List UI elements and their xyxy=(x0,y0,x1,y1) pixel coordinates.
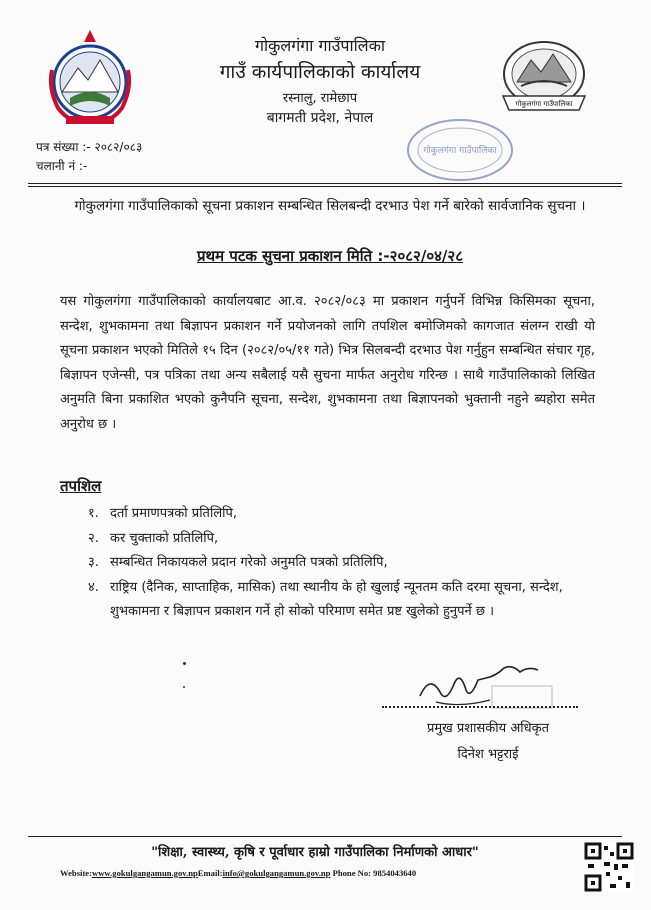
signatory-title: प्रमुख प्रशासकीय अधिकृत xyxy=(426,721,550,736)
footer-contact xyxy=(60,868,580,878)
handwritten-signature-icon xyxy=(400,656,570,726)
email-link[interactable]: info@gokulgangamun.gov.np xyxy=(222,868,331,878)
list-item-text: कर चुक्ताको प्रतिलिपि, xyxy=(110,530,219,546)
website-label: Website: xyxy=(60,868,92,878)
header-divider xyxy=(28,183,622,184)
notice-publication-date: प्रथम पटक सुचना प्रकाशन मिति :-२०८२/०४/२८ xyxy=(196,247,463,265)
list-item-number: २. xyxy=(88,530,99,546)
office-address: रस्नालु, रामेछाप xyxy=(282,91,358,106)
office-stamp-icon xyxy=(404,115,516,185)
logo-text: गोकुलगंगा गाउँपालिका xyxy=(515,100,573,108)
list-item-text: दर्ता प्रमाणपत्रको प्रतिलिपि, xyxy=(110,506,238,521)
signature-line xyxy=(382,706,578,708)
ink-mark xyxy=(183,662,186,665)
list-item-text: सम्बन्धित निकायकले प्रदान गरेको अनुमति पत्रको प्रतिलिपि, xyxy=(110,555,388,570)
office-name: गाउँ कार्यपालिकाको कार्यालय xyxy=(219,61,421,83)
province-name: बागमती प्रदेश, नेपाल xyxy=(266,110,374,126)
letter-number: पत्र संख्या :- २०८२/०८३ xyxy=(36,140,143,154)
stamp-text: गोकुलगंगा गाउँपालिका xyxy=(423,146,497,156)
signatory-name: दिनेश भट्टराई xyxy=(457,747,519,762)
footer-divider xyxy=(28,836,622,837)
qr-code-icon xyxy=(584,842,634,892)
header-divider-double xyxy=(28,186,622,187)
nepal-emblem-icon xyxy=(42,26,138,128)
list-item xyxy=(88,527,593,552)
list-item-text: राष्ट्रिय (दैनिक, साप्ताहिक, मासिक) तथा स्थानीय के हो खुलाई न्यूनतम कति दरमा सूचना, सन्देश, शुभकामना र बिज्ञापन प्रकाशन गर्ने हो सोको परिमाण समेत प्रष्ट खुलेको हुनुपर्ने छ । xyxy=(110,579,563,619)
requirements-list xyxy=(88,502,593,625)
list-item xyxy=(88,502,593,527)
footer-motto: "शिक्षा, स्वास्थ्य, कृषि र पूर्वाधार हाम्रो गाउँपालिका निर्माणको आधार" xyxy=(151,845,479,860)
list-item-number: १. xyxy=(88,506,99,521)
municipality-name: गोकुलगंगा गाउँपालिका xyxy=(254,36,386,55)
ink-mark xyxy=(183,686,185,688)
website-link[interactable]: www.gokulgangamun.gov.np xyxy=(91,868,198,878)
notice-body: यस गोकुलगंगा गाउँपालिकाको कार्यालयबाट आ.व. २०८२/०८३ मा प्रकाशन गर्नुपर्ने विभिन्न किसिमका सूचना, सन्देश, शुभकामना तथा बिज्ञापन प्रकाशन गर्ने प्रयोजनको लागि तपशिल बमोजिमको कागजात संलग्न राखी यो सूचना प्रकाशन भएको मितिले १५ दिन (२०८२/०५/११ गते) भित्र सिलबन्दी दरभाउ पेश गर्नुहुन सम्बन्धित संचार गृह, बिज्ञापन एजेन्सी, पत्र पत्रिका तथा अन्य सबैलाई यसै सुचना मार्फत अनुरोध गरिन्छ । साथै गाउँपालिकाको लिखित अनुमति बिना प्रकाशित भएको कुनैपनि सूचना, सन्देश, शुभकामना तथा बिज्ञापनको भुक्तानी नहुने ब्यहोरा समेत अनुरोध छ । xyxy=(60,294,595,432)
dispatch-number: चलानी नं :- xyxy=(36,159,88,173)
phone-number: Phone No: 9854043640 xyxy=(330,868,417,878)
list-item-number: ४. xyxy=(88,579,99,595)
list-item-number: ३. xyxy=(88,555,99,570)
list-item xyxy=(88,551,593,576)
notice-subject: गोकुलगंगा गाउँपालिकाको सूचना प्रकाशन सम्बन्धित सिलबन्दी दरभाउ पेश गर्ने बारेको सार्वजानिक सुचना । xyxy=(74,198,586,214)
municipality-logo-icon xyxy=(495,36,593,118)
details-heading: तपशिल xyxy=(60,477,102,495)
list-item xyxy=(88,576,593,625)
email-label: Email: xyxy=(197,868,223,878)
